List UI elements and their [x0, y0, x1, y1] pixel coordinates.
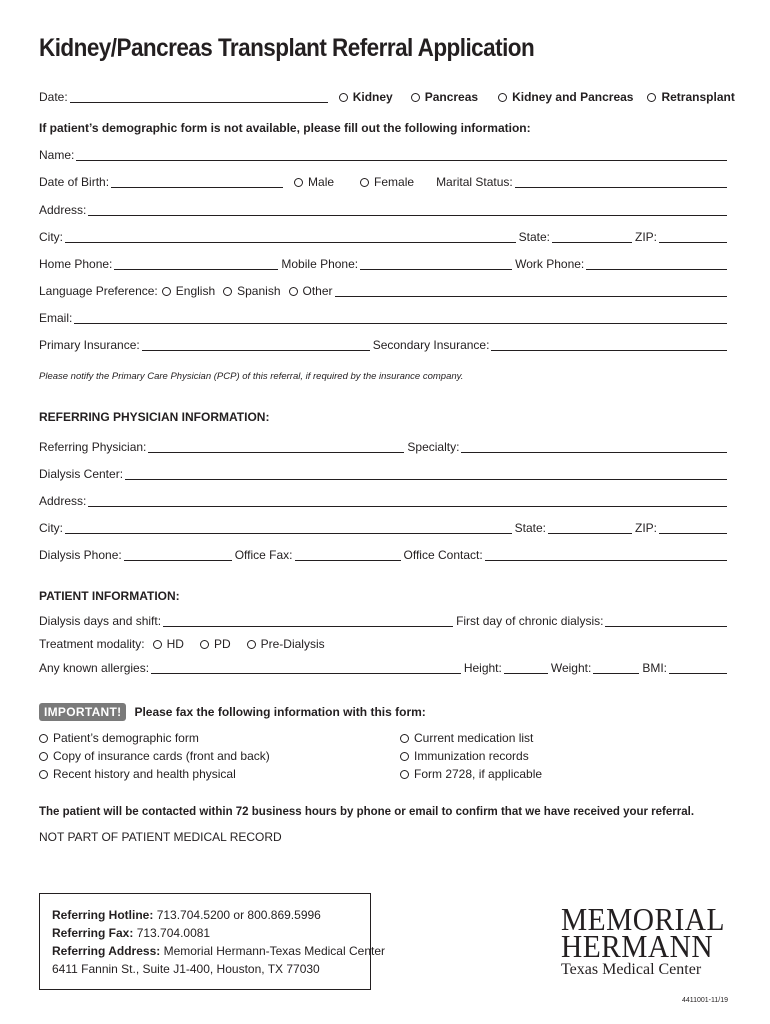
ref-city-row	[39, 519, 730, 535]
ref-address-label: Address:	[39, 494, 87, 508]
form-title: Kidney/Pancreas Transplant Referral Application	[39, 34, 535, 62]
physician-label: Referring Physician:	[39, 440, 147, 454]
contact-box	[39, 893, 386, 990]
ref-city-field[interactable]	[65, 521, 512, 534]
address-line: Referring Address: Memorial Hermann-Texas Medical Center	[52, 944, 386, 958]
referring-heading: REFERRING PHYSICIAN INFORMATION:	[39, 410, 270, 424]
dob-label: Date of Birth:	[39, 175, 110, 189]
ref-address-row	[39, 492, 730, 508]
first-day-field[interactable]	[605, 614, 727, 627]
modality-label: Treatment modality:	[39, 637, 145, 651]
state-field[interactable]	[552, 230, 632, 243]
predialysis-option[interactable]: Pre-Dialysis	[247, 637, 325, 651]
pancreas-option[interactable]: Pancreas	[411, 90, 478, 104]
specialty-label: Specialty:	[407, 440, 460, 454]
state-label: State:	[518, 230, 550, 244]
contact-notice: The patient will be contacted within 72 business hours by phone or email to confirm that we have received your referral.	[39, 806, 695, 818]
name-row	[39, 146, 730, 162]
checkbox-circle-icon	[39, 752, 48, 761]
fax-line: Referring Fax: 713.704.0081	[52, 926, 211, 940]
language-row	[39, 282, 730, 298]
primary-insurance-label: Primary Insurance:	[39, 338, 140, 352]
english-option[interactable]: English	[162, 284, 215, 298]
pcp-note: Please notify the Primary Care Physician (PCP) of this referral, if required by the insurance company.	[39, 371, 464, 382]
zip-field[interactable]	[659, 230, 727, 243]
address-row	[39, 201, 730, 217]
physician-row	[39, 438, 730, 454]
retransplant-option[interactable]: Retransplant	[647, 90, 734, 104]
allergies-label: Any known allergies:	[39, 661, 150, 675]
other-option[interactable]: Other	[289, 284, 333, 298]
important-row	[39, 703, 426, 721]
ref-zip-field[interactable]	[659, 521, 727, 534]
date-field[interactable]	[70, 90, 328, 103]
checkbox-circle-icon	[39, 734, 48, 743]
weight-field[interactable]	[593, 661, 639, 674]
allergies-row	[39, 659, 730, 675]
date-row	[39, 88, 735, 104]
city-label: City:	[39, 230, 63, 244]
not-medical-record: NOT PART OF PATIENT MEDICAL RECORD	[39, 830, 282, 844]
checkbox-circle-icon	[39, 770, 48, 779]
dob-field[interactable]	[111, 175, 283, 188]
important-badge: IMPORTANT!	[39, 703, 126, 721]
secondary-insurance-label: Secondary Insurance:	[372, 338, 490, 352]
spanish-option[interactable]: Spanish	[223, 284, 280, 298]
zip-label: ZIP:	[634, 230, 657, 244]
dialysis-center-label: Dialysis Center:	[39, 467, 124, 481]
important-text: Please fax the following information with this form:	[134, 705, 426, 719]
pd-option[interactable]: PD	[200, 637, 231, 651]
allergies-field[interactable]	[151, 661, 461, 674]
mobile-phone-field[interactable]	[360, 257, 512, 270]
email-label: Email:	[39, 311, 73, 325]
height-field[interactable]	[504, 661, 548, 674]
email-field[interactable]	[74, 311, 727, 324]
mobile-phone-label: Mobile Phone:	[281, 257, 359, 271]
dob-row	[39, 173, 730, 189]
radio-circle-icon	[247, 640, 256, 649]
phone-row	[39, 255, 730, 271]
ref-state-field[interactable]	[548, 521, 632, 534]
checkbox-circle-icon	[400, 770, 409, 779]
city-field[interactable]	[65, 230, 516, 243]
radio-circle-icon	[498, 93, 507, 102]
marital-label: Marital Status:	[436, 175, 513, 189]
secondary-insurance-field[interactable]	[491, 338, 727, 351]
insurance-row	[39, 336, 730, 352]
radio-circle-icon	[223, 287, 232, 296]
female-option[interactable]: Female	[360, 175, 414, 189]
list-item[interactable]: Copy of insurance cards (front and back)	[39, 747, 270, 765]
city-row	[39, 228, 730, 244]
specialty-field[interactable]	[461, 440, 727, 453]
marital-field[interactable]	[515, 175, 727, 188]
primary-insurance-field[interactable]	[142, 338, 370, 351]
home-phone-field[interactable]	[114, 257, 278, 270]
weight-label: Weight:	[550, 661, 592, 675]
office-fax-label: Office Fax:	[234, 548, 293, 562]
physician-field[interactable]	[148, 440, 404, 453]
fax-list-right	[400, 729, 542, 783]
ref-city-label: City:	[39, 521, 63, 535]
name-label: Name:	[39, 148, 75, 162]
work-phone-field[interactable]	[586, 257, 727, 270]
address-line-2: 6411 Fannin St., Suite J1-400, Houston, TX 77030	[52, 962, 320, 976]
checkbox-circle-icon	[400, 734, 409, 743]
address-field[interactable]	[88, 203, 727, 216]
memorial-hermann-logo: MEMORIAL HERMANN Texas Medical Center	[561, 901, 725, 978]
radio-circle-icon	[360, 178, 369, 187]
office-fax-field[interactable]	[295, 548, 401, 561]
ref-address-field[interactable]	[88, 494, 727, 507]
radio-circle-icon	[200, 640, 209, 649]
bmi-label: BMI:	[642, 661, 667, 675]
fax-list-left	[39, 729, 270, 783]
radio-circle-icon	[162, 287, 171, 296]
dialysis-days-row	[39, 612, 730, 628]
checkbox-circle-icon	[400, 752, 409, 761]
other-language-field[interactable]	[335, 284, 727, 297]
modality-row	[39, 635, 730, 651]
work-phone-label: Work Phone:	[515, 257, 585, 271]
list-item[interactable]: Immunization records	[400, 747, 542, 765]
address-label: Address:	[39, 203, 87, 217]
office-contact-field[interactable]	[485, 548, 727, 561]
radio-circle-icon	[339, 93, 348, 102]
kidney-and-pancreas-option[interactable]: Kidney and Pancreas	[498, 90, 633, 104]
radio-circle-icon	[294, 178, 303, 187]
email-row	[39, 309, 730, 325]
fax-number: 713.704.0081	[136, 926, 211, 940]
home-phone-label: Home Phone:	[39, 257, 113, 271]
hotline-number[interactable]: 713.704.5200 or 800.869.5996	[156, 908, 321, 922]
hotline-line: Referring Hotline: 713.704.5200 or 800.869.5996	[52, 908, 321, 922]
ref-phone-row	[39, 546, 730, 562]
form-number: 4411001-11/19	[681, 997, 728, 1004]
dialysis-days-field[interactable]	[163, 614, 453, 627]
date-label: Date:	[39, 90, 68, 104]
hd-option[interactable]: HD	[153, 637, 184, 651]
patient-heading: PATIENT INFORMATION:	[39, 589, 180, 603]
dialysis-center-row	[39, 465, 730, 481]
dialysis-phone-label: Dialysis Phone:	[39, 548, 122, 562]
dialysis-phone-field[interactable]	[124, 548, 232, 561]
ref-zip-label: ZIP:	[634, 521, 657, 535]
male-option[interactable]: Male	[294, 175, 334, 189]
kidney-option[interactable]: Kidney	[339, 90, 393, 104]
list-item[interactable]: Current medication list	[400, 729, 542, 747]
ref-state-label: State:	[514, 521, 546, 535]
first-day-label: First day of chronic dialysis:	[456, 614, 604, 628]
list-item[interactable]: Recent history and health physical	[39, 765, 270, 783]
radio-circle-icon	[411, 93, 420, 102]
bmi-field[interactable]	[669, 661, 727, 674]
dialysis-days-label: Dialysis days and shift:	[39, 614, 162, 628]
radio-circle-icon	[289, 287, 298, 296]
office-contact-label: Office Contact:	[403, 548, 483, 562]
name-field[interactable]	[76, 148, 727, 161]
dialysis-center-field[interactable]	[125, 467, 727, 480]
height-label: Height:	[463, 661, 502, 675]
language-label: Language Preference:	[39, 284, 158, 298]
radio-circle-icon	[647, 93, 656, 102]
radio-circle-icon	[153, 640, 162, 649]
list-item[interactable]: Form 2728, if applicable	[400, 765, 542, 783]
list-item[interactable]: Patient’s demographic form	[39, 729, 270, 747]
demographic-instruction: If patient’s demographic form is not available, please fill out the following information:	[39, 121, 531, 135]
